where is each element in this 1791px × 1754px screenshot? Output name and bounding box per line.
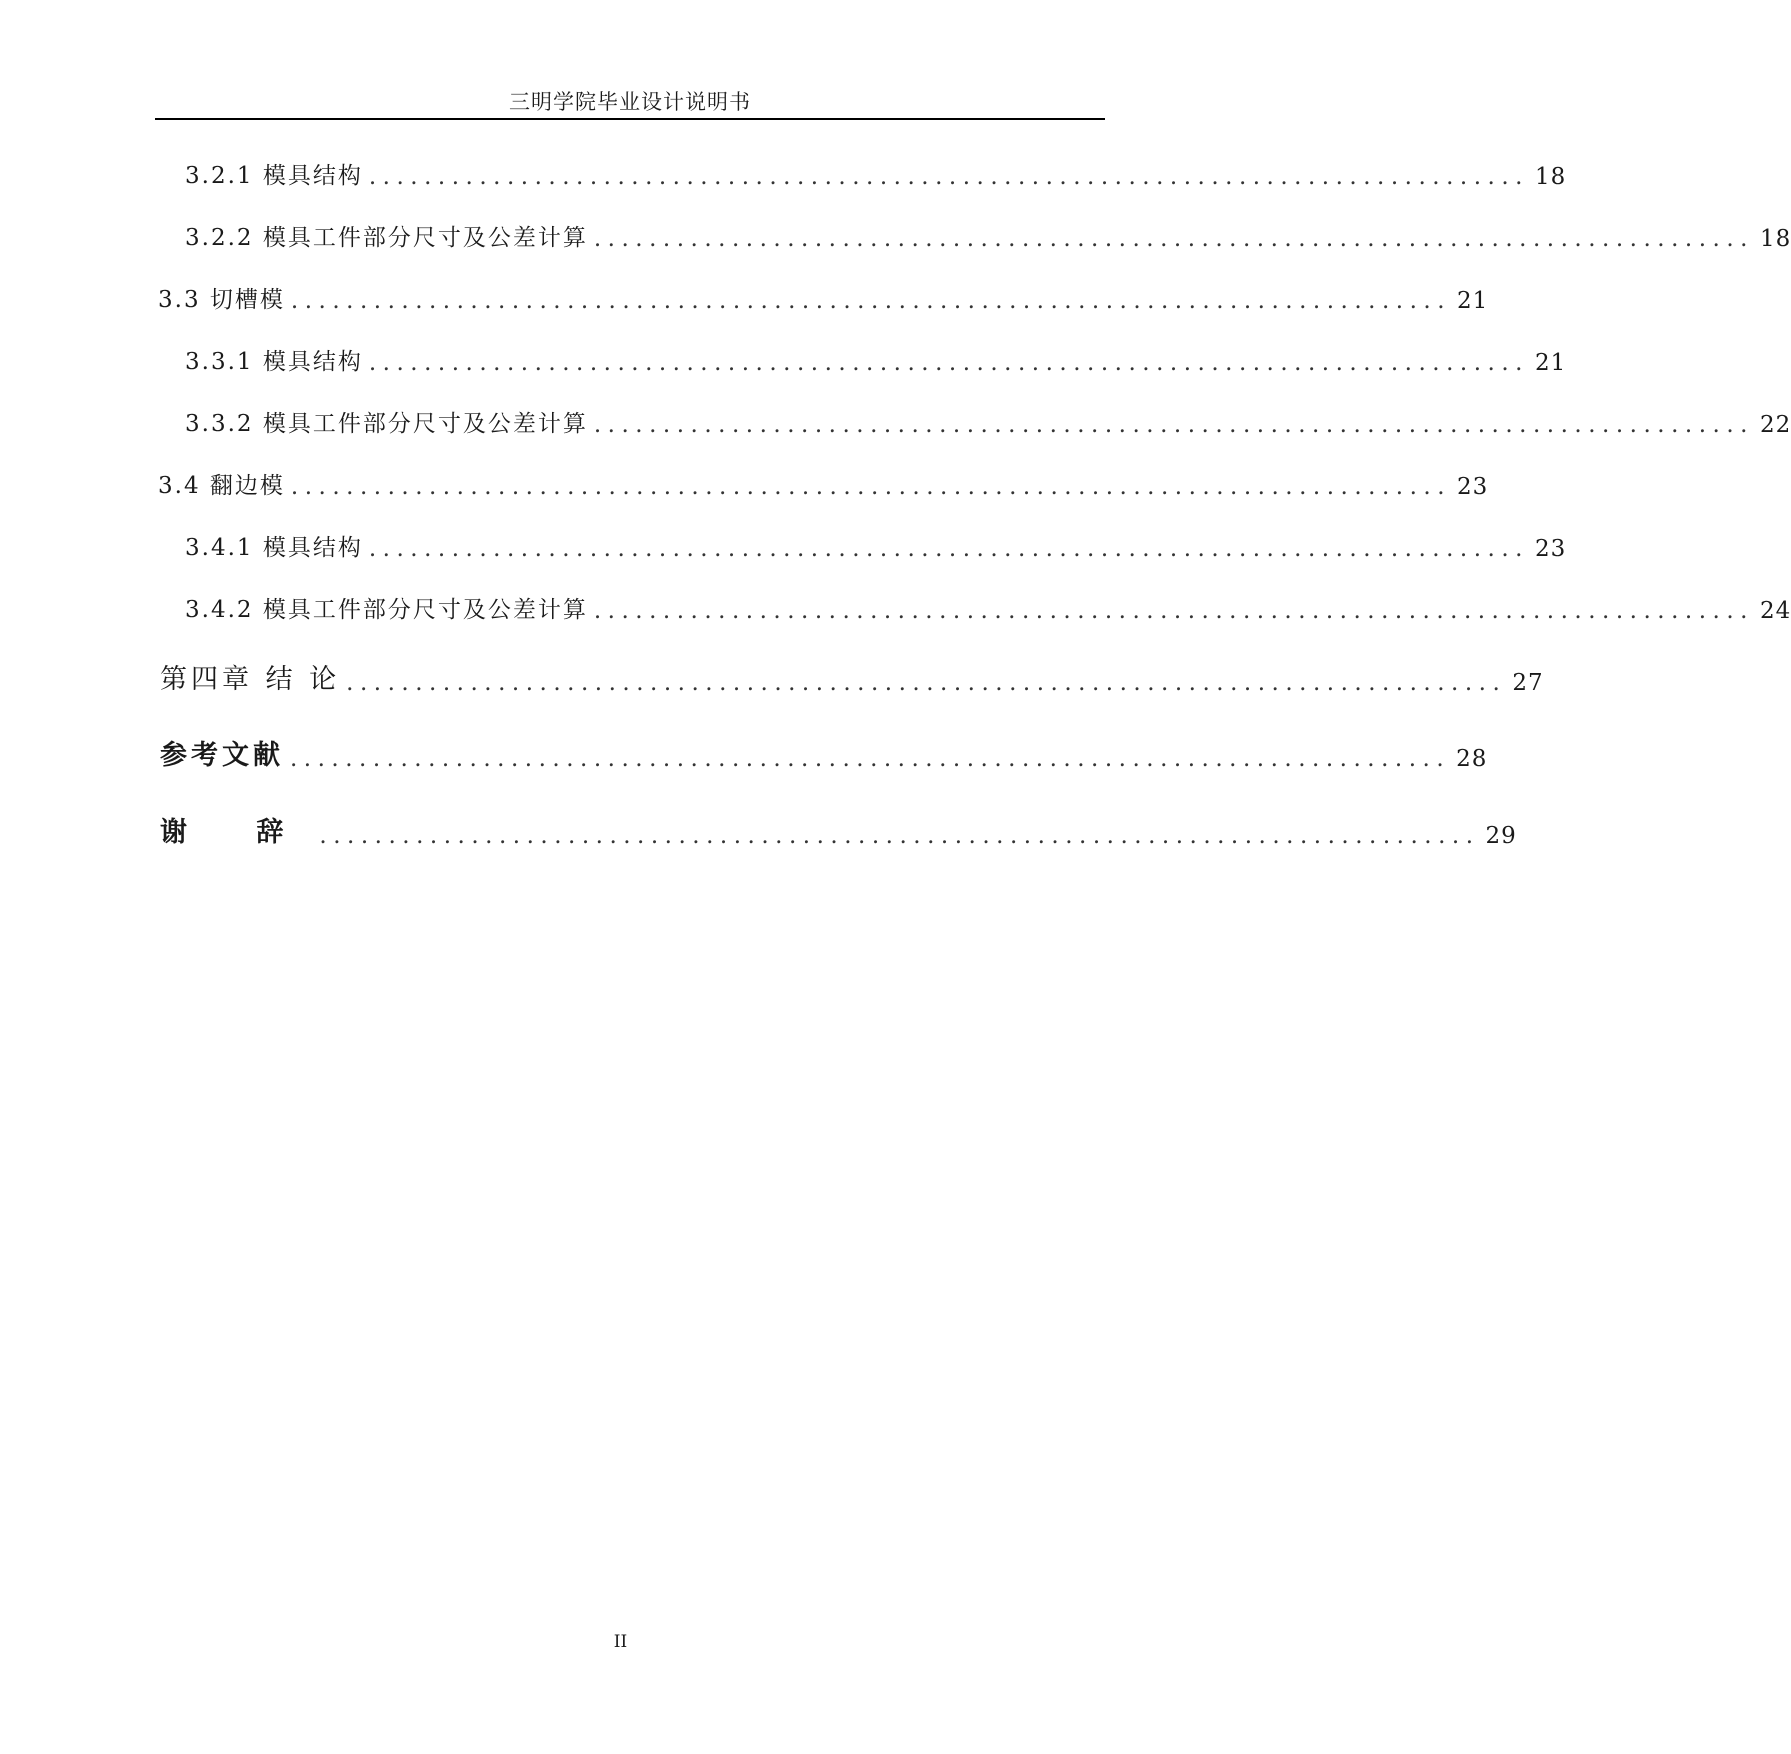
toc-entry-page: 21 (1534, 350, 1567, 376)
dot-leader: .................................................................................... (593, 412, 1754, 438)
dot-leader: .................................................................................... (290, 474, 1452, 500)
toc-entry-label: 3.4.2 模具工件部分尺寸及公差计算 (185, 597, 588, 623)
toc-entry-references[interactable] (0, 736, 1488, 772)
dot-leader: .................................................................................... (346, 670, 1507, 696)
toc-entry-label: 参考文献 (160, 740, 284, 771)
toc-entry-label: 3.2.1 模具结构 (185, 163, 363, 189)
dot-leader: .................................................................................... (290, 288, 1452, 314)
toc-entry-page: 23 (1534, 536, 1567, 562)
toc-entry-label: 3.3.1 模具结构 (185, 349, 363, 375)
toc-entry[interactable] (0, 340, 1567, 376)
toc-entry[interactable] (0, 216, 1791, 252)
dot-leader: .................................................................................... (368, 536, 1529, 562)
dot-leader: .................................................................................... (319, 823, 1480, 849)
toc-entry-label: 第四章 结 论 (160, 664, 341, 695)
toc-entry-label: 3.3.2 模具工件部分尺寸及公差计算 (185, 411, 588, 437)
dot-leader: .................................................................................... (368, 164, 1529, 190)
page-header: 三明学院毕业设计说明书 (509, 90, 751, 114)
toc-entry-page: 18 (1759, 226, 1791, 252)
header-rule (155, 118, 1105, 120)
toc-entry-page: 24 (1759, 598, 1791, 624)
toc-entry[interactable] (0, 526, 1567, 562)
toc-entry[interactable] (0, 154, 1567, 190)
toc-entry-label: 谢 辞 (160, 817, 314, 848)
toc-entry-page: 28 (1456, 746, 1488, 772)
page-number: II (613, 1632, 628, 1652)
toc-entry[interactable] (0, 402, 1791, 438)
toc-entry-page: 18 (1534, 164, 1567, 190)
toc-entry-page: 29 (1485, 823, 1517, 849)
toc-entry[interactable] (0, 278, 1489, 314)
dot-leader: .................................................................................... (593, 598, 1754, 624)
toc-entry-page: 22 (1759, 412, 1791, 438)
toc-entry-page: 23 (1457, 474, 1489, 500)
toc-entry-label: 3.4.1 模具结构 (185, 535, 363, 561)
toc-entry-label: 3.4 翻边模 (158, 473, 285, 499)
dot-leader: .................................................................................... (290, 746, 1451, 772)
toc-entry-chapter[interactable] (0, 660, 1544, 696)
toc-entry-label: 3.2.2 模具工件部分尺寸及公差计算 (185, 225, 588, 251)
toc-entry-acknowledgements[interactable] (0, 813, 1517, 849)
toc-entry[interactable] (0, 464, 1489, 500)
toc-entry-page: 21 (1457, 288, 1489, 314)
dot-leader: .................................................................................... (368, 350, 1529, 376)
toc-entry[interactable] (0, 588, 1791, 624)
toc-entry-page: 27 (1512, 670, 1544, 696)
toc-entry-label: 3.3 切槽模 (158, 287, 285, 313)
dot-leader: .................................................................................... (593, 226, 1754, 252)
